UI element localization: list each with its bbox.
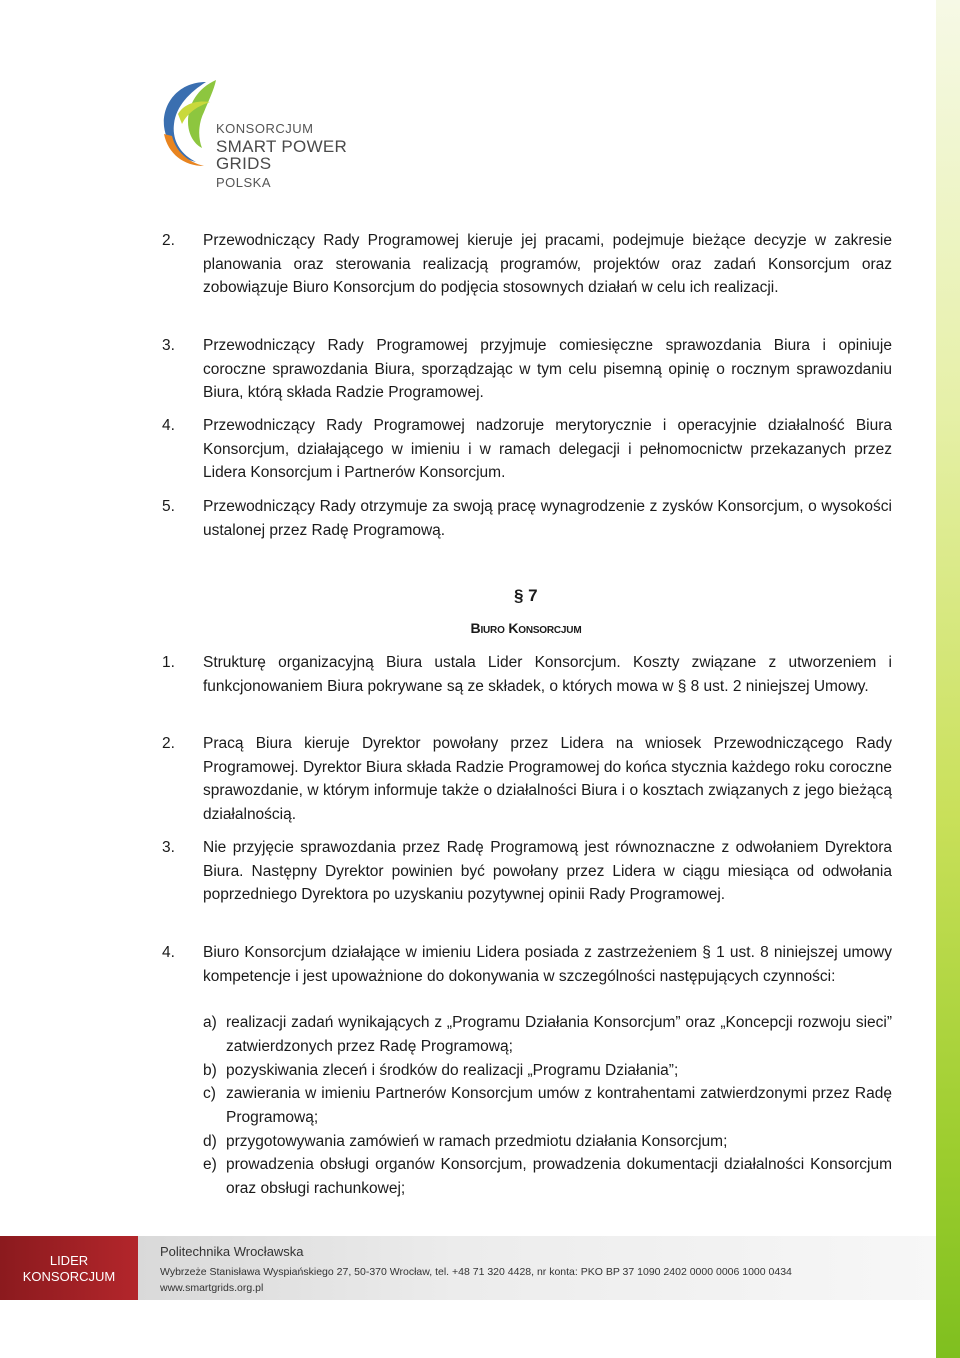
item-number: 1. xyxy=(162,654,175,671)
sub-item-text: pozyskiwania zleceń i środków do realizacji „Programu Działania”; xyxy=(226,1062,679,1079)
sub-item-letter: d) xyxy=(203,1133,217,1150)
konsorcjum-logo xyxy=(158,74,398,190)
list-item xyxy=(162,836,892,907)
item-number: 4. xyxy=(162,944,175,961)
item-number: 3. xyxy=(162,839,175,856)
item-number: 5. xyxy=(162,498,175,515)
sub-item-text: zawierania w imieniu Partnerów Konsorcjum umów z kontrahentami zatwierdzonymi przez Radę Programową; xyxy=(226,1085,892,1126)
page-footer xyxy=(0,1236,960,1300)
logo-line-1: KONSORCJUM xyxy=(216,121,314,136)
decorative-side-stripe xyxy=(936,0,960,1358)
logo-wordmark xyxy=(216,122,398,189)
sub-item-letter: a) xyxy=(203,1014,217,1031)
item-text: Przewodniczący Rady Programowej nadzoruje merytorycznie i operacyjnie działalność Biura Konsorcjum, działającego w imieniu i w ramach delegacji i pełnomocnictw przekazanych przez Lidera Konsorcjum i Partnerów Konsorcjum. xyxy=(203,417,892,481)
sub-list-item xyxy=(203,1153,892,1200)
list-item xyxy=(162,334,892,405)
konsorcjum-label: KONSORCJUM xyxy=(22,1269,116,1284)
sub-item-letter: c) xyxy=(203,1085,216,1102)
sub-item-text: przygotowywania zamówień w ramach przedmiotu działania Konsorcjum; xyxy=(226,1133,728,1150)
list-item xyxy=(162,414,892,485)
sub-list-item xyxy=(203,1059,892,1083)
sub-item-text: prowadzenia obsługi organów Konsorcjum, prowadzenia dokumentacji działalności Konsorcjum oraz obsługi rachunkowej; xyxy=(226,1156,892,1197)
footer-contact xyxy=(138,1236,936,1300)
item-text: Pracą Biura kieruje Dyrektor powołany przez Lidera na wniosek Przewodniczącego Rady Programowej. Dyrektor Biura składa Radzie Programowej do końca stycznia każdego roku coroczne sprawozdanie, w którym informuje także o działalności Biura i o kosztach związanych z jego bieżącą działalnością. xyxy=(203,735,892,823)
lider-label: LIDER xyxy=(49,1253,89,1268)
sub-item-letter: b) xyxy=(203,1062,217,1079)
lider-badge xyxy=(0,1236,138,1300)
item-text: Nie przyjęcie sprawozdania przez Radę Programową jest równoznaczne z odwołaniem Dyrektora Biura. Następny Dyrektor powinien być powołany przez Lidera w ciągu miesiąca od odwołania poprzedniego Dyrektora po uzyskaniu pozytywnej opinii Rady Programowej. xyxy=(203,839,892,903)
section-title xyxy=(0,620,960,636)
list-item xyxy=(162,732,892,826)
list-item xyxy=(162,229,892,300)
item-number: 4. xyxy=(162,417,175,434)
item-text: Przewodniczący Rady Programowej kieruje jej pracami, podejmuje bieżące decyzje w zakresie planowania oraz sterowania realizacją programów, projektów oraz zadań Konsorcjum oraz zobowiązuje Biuro Konsorcjum do podjęcia stosownych działań w celu ich realizacji. xyxy=(203,232,892,296)
item-text: Biuro Konsorcjum działające w imieniu Lidera posiada z zastrzeżeniem § 1 ust. 8 niniejszej umowy kompetencje i jest upoważnione do dokonywania w szczególności następujących czynności: xyxy=(203,944,892,985)
item-text: Przewodniczący Rady otrzymuje za swoją pracę wynagrodzenie z zysków Konsorcjum, o wysokości ustalonej przez Radę Programową. xyxy=(203,498,892,539)
list-item xyxy=(162,941,892,988)
section-title-text: Biuro Konsorcjum xyxy=(470,620,582,636)
footer-address: Wybrzeże Stanisława Wyspiańskiego 27, 50-370 Wrocław, tel. +48 71 320 4428, nr konta: PKO BP 37 1090 2402 0000 0006 1000 0434 xyxy=(160,1266,792,1278)
sub-item-text: realizacji zadań wynikających z „Programu Działania Konsorcjum” oraz „Koncepcji rozwoju sieci” zatwierdzonych przez Radę Programową; xyxy=(226,1014,892,1055)
footer-organization: Politechnika Wrocławska xyxy=(160,1244,304,1259)
list-item xyxy=(162,651,892,698)
item-text: Przewodniczący Rady Programowej przyjmuje comiesięczne sprawozdania Biura i opiniuje coroczne sprawozdania Biura, sporządzając w tym celu pisemną opinię o rocznym sprawozdaniu Biura, którą składa Radzie Programowej. xyxy=(203,337,892,401)
list-item xyxy=(162,495,892,542)
sub-item-letter: e) xyxy=(203,1156,217,1173)
section-number: § 7 xyxy=(514,586,538,605)
item-number: 2. xyxy=(162,232,175,249)
item-number: 2. xyxy=(162,735,175,752)
logo-line-3: POLSKA xyxy=(216,175,272,190)
logo-line-2: SMART POWER GRIDS xyxy=(216,137,348,173)
sub-list-item xyxy=(203,1082,892,1129)
footer-website: www.smartgrids.org.pl xyxy=(160,1282,264,1294)
sub-list-item xyxy=(203,1011,892,1058)
sub-list-item xyxy=(203,1130,892,1154)
item-number: 3. xyxy=(162,337,175,354)
item-text: Strukturę organizacyjną Biura ustala Lider Konsorcjum. Koszty związane z utworzeniem i funkcjonowaniem Biura pokrywane są ze składek, o których mowa w § 8 ust. 2 niniejszej Umowy. xyxy=(203,654,892,695)
